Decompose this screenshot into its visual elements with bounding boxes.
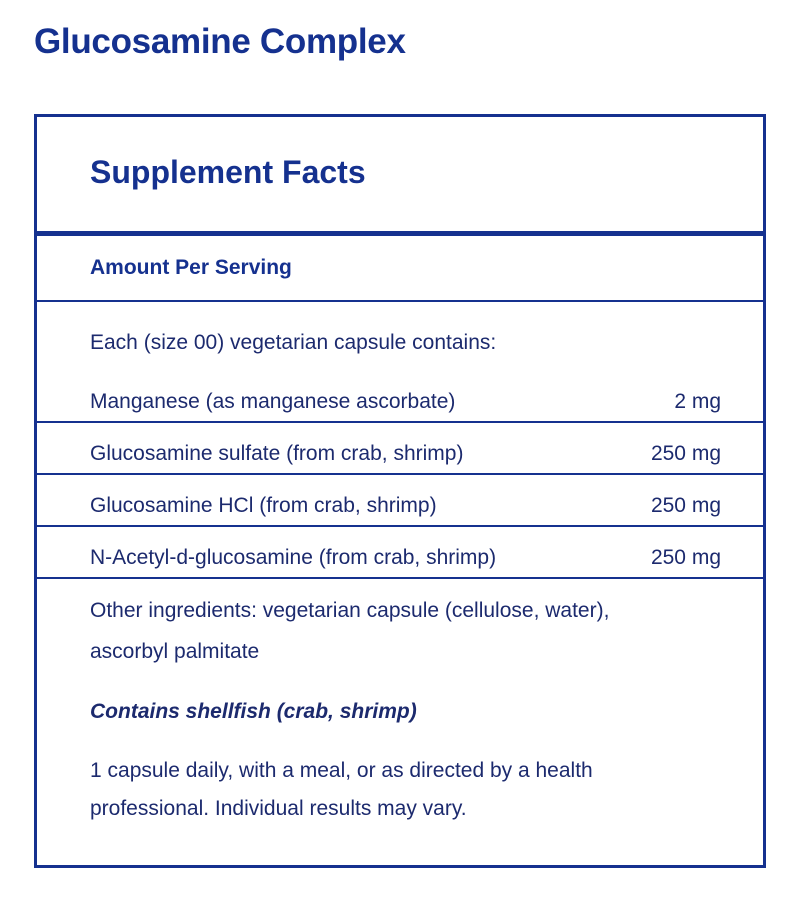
ingredient-name: N-Acetyl-d-glucosamine (from crab, shrimp) bbox=[90, 546, 497, 569]
ingredient-amount: 250 mg bbox=[650, 494, 721, 517]
panel-heading: Supplement Facts bbox=[90, 154, 366, 190]
row-divider bbox=[37, 473, 763, 475]
row-divider bbox=[37, 525, 763, 527]
other-ingredients-cont: ascorbyl palmitate bbox=[90, 640, 260, 663]
divider bbox=[37, 300, 763, 302]
ingredient-name: Glucosamine sulfate (from crab, shrimp) bbox=[90, 442, 464, 465]
thick-divider bbox=[37, 231, 763, 236]
ingredient-amount: 2 mg bbox=[674, 390, 721, 413]
amount-per-serving-label: Amount Per Serving bbox=[90, 256, 292, 279]
ingredient-name: Manganese (as manganese ascorbate) bbox=[90, 390, 456, 413]
serving-intro: Each (size 00) vegetarian capsule contains: bbox=[90, 331, 497, 354]
product-title: Glucosamine Complex bbox=[34, 22, 406, 61]
supplement-facts-panel bbox=[34, 114, 766, 868]
allergen-warning: Contains shellfish (crab, shrimp) bbox=[90, 700, 417, 723]
ingredient-amount: 250 mg bbox=[650, 442, 721, 465]
directions: 1 capsule daily, with a meal, or as directed by a health bbox=[90, 759, 593, 782]
other-ingredients: Other ingredients: vegetarian capsule (cellulose, water), bbox=[90, 599, 610, 622]
row-divider bbox=[37, 577, 763, 579]
row-divider bbox=[37, 421, 763, 423]
directions-cont: professional. Individual results may vary. bbox=[90, 797, 467, 820]
ingredient-name: Glucosamine HCl (from crab, shrimp) bbox=[90, 494, 437, 517]
ingredient-amount: 250 mg bbox=[650, 546, 721, 569]
